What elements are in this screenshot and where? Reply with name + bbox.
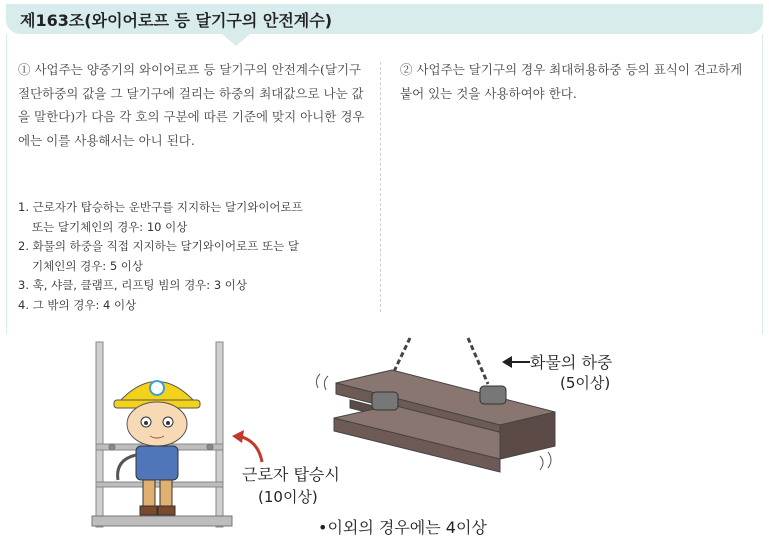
worker-value: (10이상)	[258, 488, 318, 506]
list-item-text: 2. 화물의 하중을 직접 지지하는 달기와이어로프 또는 달	[18, 239, 299, 253]
arrow-left-head-icon	[502, 356, 512, 368]
load-label: 화물의 하중	[530, 353, 613, 372]
arrow-head-icon	[232, 430, 244, 443]
list-item-text: 3. 훅, 샤클, 클램프, 리프팅 빔의 경우: 3 이상	[18, 278, 248, 292]
list-item-text: 4. 그 밖의 경우: 4 이상	[18, 297, 137, 312]
worker-label: 근로자 탑승시	[242, 465, 340, 484]
list-item-text: 기체인의 경우: 5 이상	[32, 258, 144, 273]
load-value: (5이상)	[560, 374, 611, 392]
paragraph-left: ① 사업주는 양중기의 와이어로프 등 달기구의 안전계수(달기구 절단하중의 값을 그 달기구에 걸리는 하중의 최대값으로 나눈 값을 말한다)가 다음 각 호의 구분에 따른 기준에 맞지 아니한 경우에는 이를 사용해서는 아니 된다.	[18, 62, 365, 148]
list-item-text: 1. 근로자가 탑승하는 운반구를 지지하는 달기와이어로프	[18, 200, 303, 214]
steel-beam-illustration	[316, 338, 555, 472]
list-item-text: 또는 달기체인의 경우: 10 이상	[32, 219, 188, 234]
other-case-label: •이외의 경우에는 4이상	[318, 518, 487, 537]
page-title: 제163조(와이어로프 등 달기구의 안전계수)	[20, 11, 333, 30]
paragraph-right: ② 사업주는 달기구의 경우 최대허용하중 등의 표식이 견고하게 붙어 있는 것을 사용하여야 한다.	[400, 62, 743, 101]
